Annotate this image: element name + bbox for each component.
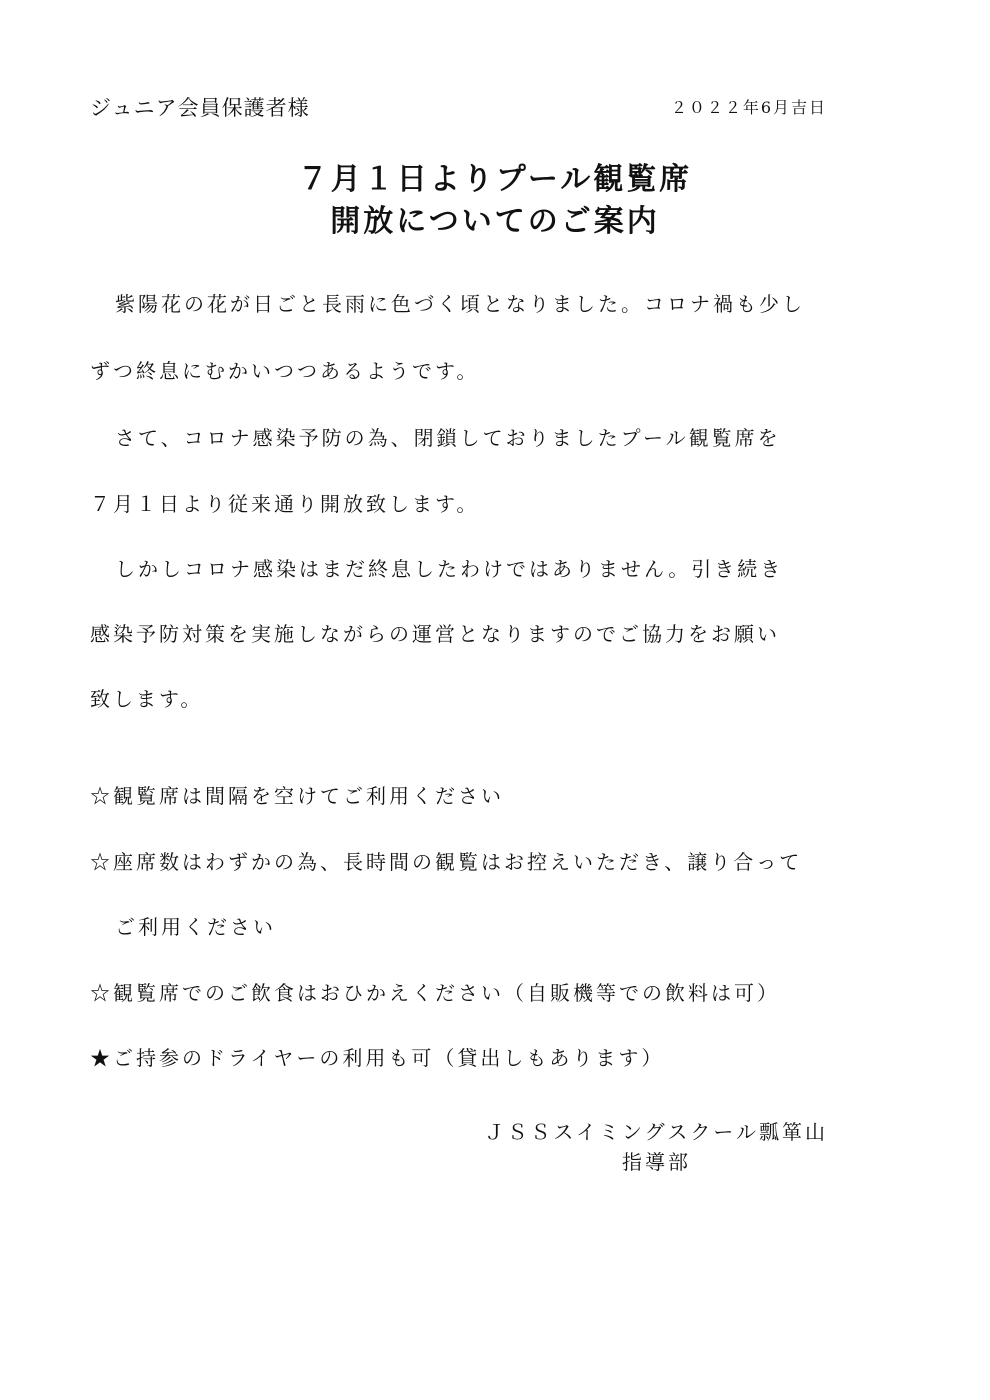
- note-item-2-line-1: ☆座席数はわずかの為、長時間の観覧はお控えいただき、譲り合って: [90, 850, 803, 874]
- addressee: ジュニア会員保護者様: [90, 96, 310, 120]
- body-paragraph-3-line-2: 感染予防対策を実施しながらの運営となりますのでご協力をお願い: [90, 622, 780, 646]
- body-paragraph-3-line-3: 致します。: [90, 687, 204, 711]
- note-item-2-line-2: ご利用ください: [115, 915, 276, 939]
- body-paragraph-3-line-1: しかしコロナ感染はまだ終息したわけではありません。引き続き: [115, 557, 784, 581]
- body-paragraph-1-line-1: 紫陽花の花が日ごと長雨に色づく頃となりました。コロナ禍も少し: [115, 292, 805, 316]
- title-line-1: ７月１日よりプール観覧席: [297, 162, 693, 197]
- signature-department: 指導部: [622, 1150, 691, 1174]
- issue-date: ２０２２年6月吉日: [670, 98, 827, 117]
- body-paragraph-2-line-2: ７月１日より従来通り開放致します。: [90, 492, 480, 516]
- note-item-3: ☆観覧席でのご飲食はおひかえください（自販機等での飲料は可）: [90, 981, 780, 1005]
- title-line-2: 開放についてのご案内: [330, 204, 660, 239]
- signature-organization: ＪＳＳスイミングスクール瓢箪山: [484, 1120, 828, 1144]
- body-paragraph-2-line-1: さて、コロナ感染予防の為、閉鎖しておりましたプール観覧席を: [115, 426, 781, 450]
- note-item-4: ★ご持参のドライヤーの利用も可（貸出しもあります）: [90, 1046, 665, 1070]
- note-item-1: ☆観覧席は間隔を空けてご利用ください: [90, 784, 504, 808]
- body-paragraph-1-line-2: ずつ終息にむかいつつあるようです。: [90, 359, 480, 383]
